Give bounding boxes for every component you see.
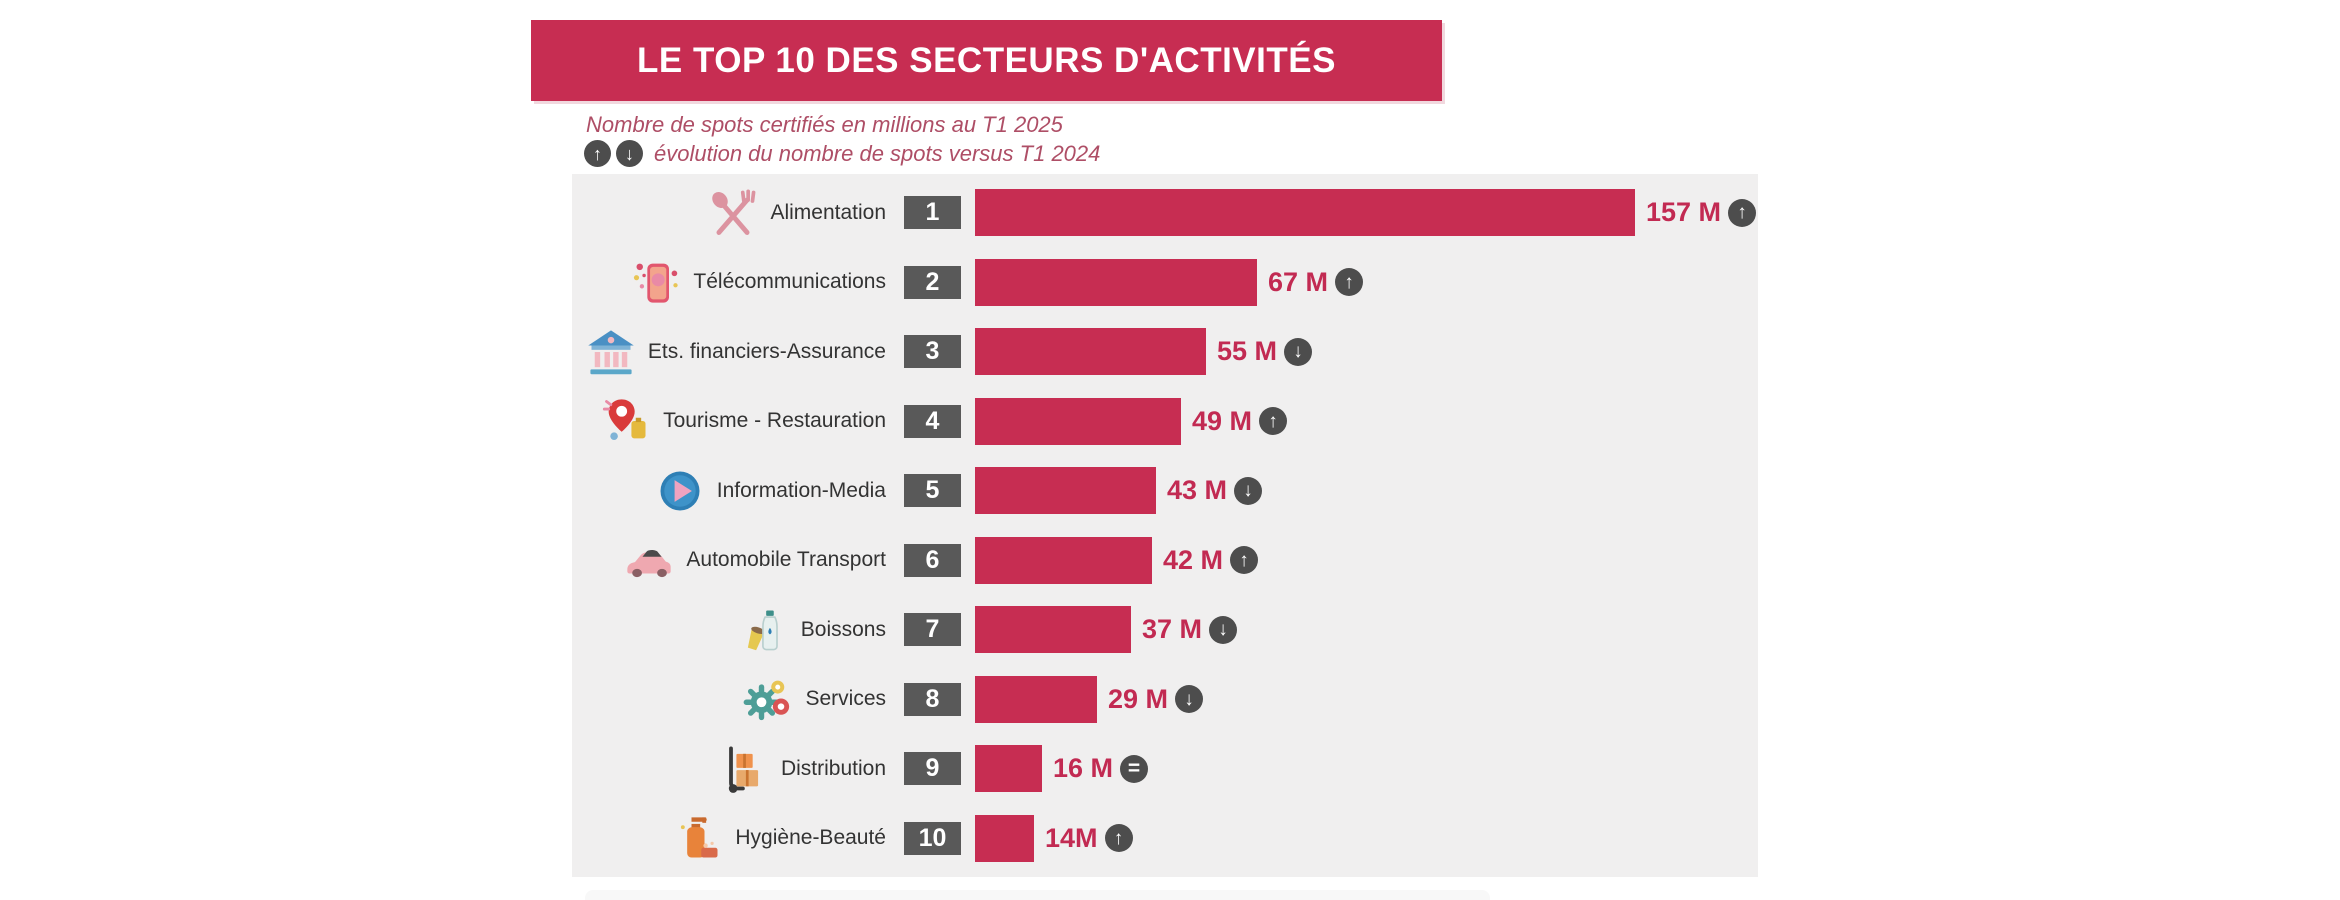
value-bar <box>975 676 1097 723</box>
sector-labelwrap <box>572 742 886 796</box>
page-title: LE TOP 10 DES SECTEURS D'ACTIVITÉS <box>637 40 1336 80</box>
gears-icon <box>741 672 795 726</box>
value-label: 157 M <box>1646 197 1722 228</box>
value-bar <box>975 189 1635 236</box>
restaurant-icon <box>706 186 760 240</box>
bar-area <box>975 815 1758 862</box>
value-bar <box>975 745 1042 792</box>
sector-label: Boissons <box>800 617 886 641</box>
value-label: 55 M <box>1217 336 1278 367</box>
tourism-pin-icon <box>599 394 653 448</box>
value-bar <box>975 467 1156 514</box>
trend-up-icon: ↑ <box>1105 824 1133 852</box>
bar-area <box>975 328 1758 375</box>
sector-label: Information-Media <box>716 478 886 502</box>
car-icon <box>622 533 676 587</box>
bar-chart <box>572 174 1758 877</box>
rank-badge: 2 <box>904 266 961 299</box>
sector-row <box>572 665 1758 735</box>
trend-up-icon: ↑ <box>1335 268 1363 296</box>
sector-labelwrap <box>572 533 886 587</box>
bar-area <box>975 259 1758 306</box>
sector-labelwrap <box>572 811 886 865</box>
sector-row <box>572 317 1758 387</box>
value-bar <box>975 259 1257 306</box>
rank-badge: 6 <box>904 544 961 577</box>
legend-label: évolution du nombre de spots versus T1 2024 <box>654 140 1101 166</box>
value-bar <box>975 398 1181 445</box>
sector-row <box>572 387 1758 457</box>
bar-area <box>975 189 1758 236</box>
trend-down-icon: ↓ <box>1209 616 1237 644</box>
rank-badge: 5 <box>904 474 961 507</box>
value-bar <box>975 815 1034 862</box>
value-label: 14M <box>1045 822 1098 853</box>
lotion-icon <box>671 811 725 865</box>
sector-label: Ets. financiers-Assurance <box>647 339 886 363</box>
sector-label: Automobile Transport <box>686 548 886 572</box>
sector-label: Services <box>805 687 886 711</box>
down-arrow-icon: ↓ <box>616 140 643 167</box>
sector-label: Tourisme - Restauration <box>663 409 886 433</box>
rank-badge: 4 <box>904 405 961 438</box>
value-label: 43 M <box>1167 475 1228 506</box>
sector-label: Télécommunications <box>693 270 886 294</box>
sector-labelwrap <box>572 394 886 448</box>
sector-row <box>572 456 1758 526</box>
bar-area <box>975 398 1758 445</box>
sector-row <box>572 804 1758 874</box>
value-label: 67 M <box>1268 266 1329 297</box>
sector-labelwrap <box>572 325 886 379</box>
trend-down-icon: ↓ <box>1284 338 1312 366</box>
sector-label: Alimentation <box>770 200 886 224</box>
trend-up-icon: ↑ <box>1728 199 1756 227</box>
sector-row <box>572 526 1758 596</box>
bar-area <box>975 606 1758 653</box>
value-label: 37 M <box>1142 614 1203 645</box>
sector-labelwrap <box>572 255 886 309</box>
sector-row <box>572 248 1758 318</box>
sector-labelwrap <box>572 672 886 726</box>
rank-badge: 10 <box>904 822 961 855</box>
bar-area <box>975 537 1758 584</box>
sector-labelwrap <box>572 464 886 518</box>
trend-down-icon: ↓ <box>1234 477 1262 505</box>
bank-icon <box>584 325 638 379</box>
trend-up-icon: ↑ <box>1230 546 1258 574</box>
sector-labelwrap <box>572 603 886 657</box>
rank-badge: 1 <box>904 196 961 229</box>
value-label: 16 M <box>1053 753 1114 784</box>
handtruck-icon <box>717 742 771 796</box>
sector-label: Distribution <box>780 756 886 780</box>
bar-area <box>975 745 1758 792</box>
rank-badge: 9 <box>904 752 961 785</box>
bar-area <box>975 467 1758 514</box>
sector-row <box>572 178 1758 248</box>
legend-row <box>584 140 1100 167</box>
play-media-icon <box>653 464 707 518</box>
smartphone-icon <box>629 255 683 309</box>
rank-badge: 8 <box>904 683 961 716</box>
next-section-edge <box>585 890 1490 900</box>
value-label: 42 M <box>1163 544 1224 575</box>
bottle-icon <box>737 603 791 657</box>
value-bar <box>975 537 1152 584</box>
value-label: 29 M <box>1108 683 1169 714</box>
value-bar <box>975 328 1206 375</box>
sector-row <box>572 595 1758 665</box>
rank-badge: 7 <box>904 613 961 646</box>
trend-stable-icon: = <box>1120 755 1148 783</box>
rank-badge: 3 <box>904 335 961 368</box>
title-banner <box>531 20 1442 101</box>
trend-up-icon: ↑ <box>1259 407 1287 435</box>
chart-subtitle: Nombre de spots certifiés en millions au T1 2025 <box>586 112 1063 137</box>
up-arrow-icon: ↑ <box>584 140 611 167</box>
sector-row <box>572 734 1758 804</box>
bar-area <box>975 676 1758 723</box>
trend-down-icon: ↓ <box>1175 685 1203 713</box>
value-bar <box>975 606 1131 653</box>
sector-labelwrap <box>572 186 886 240</box>
value-label: 49 M <box>1192 405 1253 436</box>
sector-label: Hygiène-Beauté <box>735 826 886 850</box>
